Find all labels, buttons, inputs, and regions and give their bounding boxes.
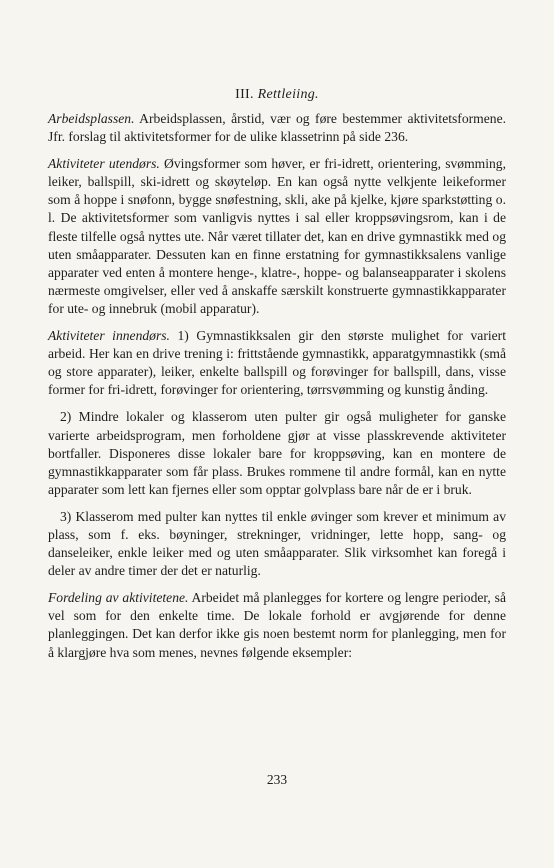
paragraph-lead: Aktiviteter utendørs. (48, 156, 160, 172)
paragraph-text: 3) Klasserom med pulter kan nyttes til enkle øvinger som krever et minimum av plass, som f. eks. bøyninger, strekninger, vridninger, lette hopp, sang- og danseleiker, enkle leiker med og uten småapparater. Slik virksomhet kan foregå i deler av andre timer der det er naturlig. (48, 508, 506, 579)
paragraph-lead: Aktiviteter innendørs. (48, 328, 170, 344)
paragraph-text: Arbeidsplassen, årstid, vær og føre bestemmer aktivitetsformene. Jfr. forslag til aktivitetsformer for de ulike klassetrinn på side 236. (48, 111, 506, 145)
paragraph-arbeidsplassen (48, 110, 506, 146)
paragraph-innendors (48, 327, 506, 399)
section-number: III. (235, 87, 254, 102)
paragraph-utendors (48, 155, 506, 318)
section-title: Rettleiing. (257, 87, 319, 102)
page-number: 233 (266, 772, 288, 787)
paragraph-text: Arbeidet må planlegges for kortere og lengre perioder, så vel som for den enkelte time. De lokale forhold er avgjørende for denne planleggingen. Det kan derfor ikke gis noen bestemt norm for planlegging, men for å klargjøre hva som menes, nevnes følgende eksempler: (48, 590, 506, 660)
paragraph-mindre-lokaler (48, 408, 506, 498)
paragraph-text: Øvingsformer som høver, er fri-idrett, orientering, svømming, leiker, ballspill, ski-idrett og skøyteløp. En kan også nytte velkjente leikeformer som å hoppe i snøfonn, bygge snøfestning, skli, ake på kjelke, kjøre sparkstøtting o. l. De aktivitetsformer som vanligvis nyttes i sal eller kroppsøvingsrom, kan i de fleste tilfelle også nyttes ute. Når været tillater det, kan en drive gymnastikk med og uten småapparater. Dessuten kan en finne erstatning for gymnastikksalens vanlige apparater ved enten å montere henge-, klatre-, hoppe- og balanseapparater i skolens nærmeste omgivelser, eller ved å anskaffe særskilt konstruerte gymnastikkapparater for ute- og innebruk (mobil apparatur). (48, 156, 506, 316)
paragraph-text: 2) Mindre lokaler og klasserom uten pulter gir også muligheter for ganske varierte arbeidsprogram, men forholdene gjør at visse plasskrevende aktiviteter bortfaller. Disponeres disse lokaler bare for kroppsøving, kan en montere de gymnastikkapparater som får plass. Brukes rommene til andre formål, kan en nytte apparater som lett kan fjernes eller som opptar golvplass bare når de er i bruk. (48, 409, 506, 497)
section-heading (0, 87, 554, 103)
body-text (48, 110, 506, 671)
paragraph-lead: Fordeling av aktivitetene. (48, 590, 189, 606)
paragraph-lead: Arbeidsplassen. (48, 111, 135, 126)
paragraph-fordeling (48, 589, 506, 661)
paragraph-text: 1) Gymnastikksalen gir den største mulighet for variert arbeid. Her kan en drive trening i: frittstående gymnastikk, apparatgymnastikk (små og store apparater), leiker, enkelte ballspill og forøvinger for ballspill, dans, visse former for fri-idrett, forøvinger for orientering, tørrsvømming og kunstig ånding. (48, 328, 506, 398)
paragraph-klasserom-pulter (48, 508, 506, 580)
